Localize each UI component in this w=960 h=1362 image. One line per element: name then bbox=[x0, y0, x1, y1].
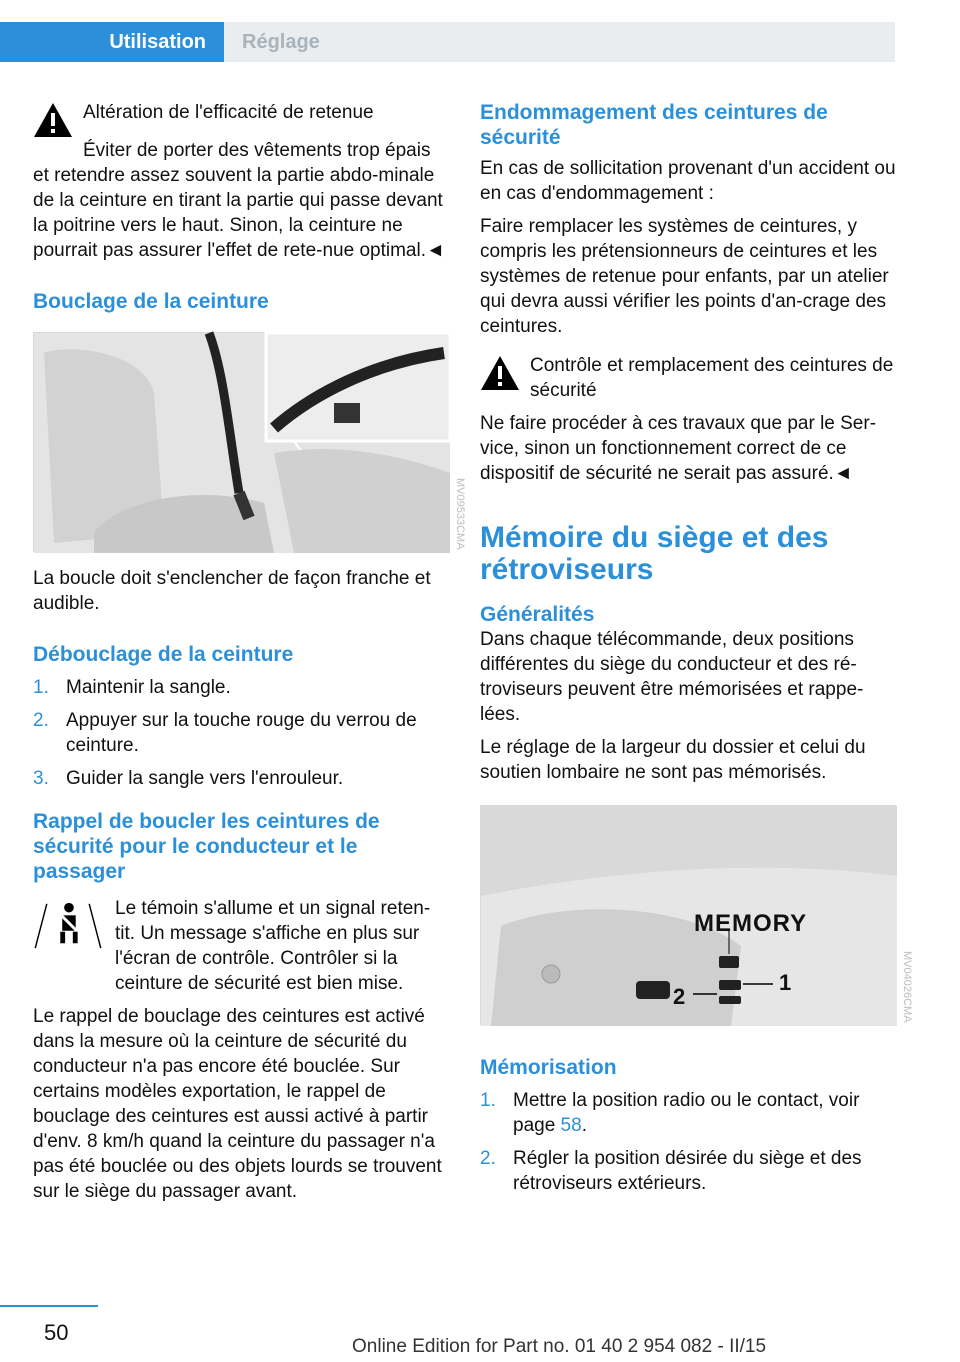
callout-2: 2 bbox=[673, 984, 686, 1009]
memory-button-figure bbox=[480, 805, 913, 1025]
memory-label: MEMORY bbox=[694, 910, 808, 937]
edition-text: Online Edition for Part no. 01 40 2 954 082 - II/15 bbox=[352, 1336, 767, 1357]
seatbelt-buckle-figure bbox=[33, 332, 466, 552]
paragraph-general-1: Dans chaque télécommande, deux positions différentes du siège du conducteur et des ré-troviseurs peuvent être mémorisées et rappe-lées. bbox=[480, 629, 864, 725]
figure-code: MV04026CMA bbox=[901, 951, 913, 1023]
heading-memorisation: Mémorisation bbox=[480, 1056, 617, 1079]
list-item: 3. Guider la sangle vers l'enrouleur. bbox=[33, 768, 344, 789]
list-item: 1. Mettre la position radio ou le contact, voir page 58. bbox=[480, 1090, 860, 1136]
seatbelt-reminder-block bbox=[33, 896, 449, 996]
list-item: 2. Régler la position désirée du siège et des rétroviseurs extérieurs. bbox=[480, 1148, 862, 1194]
heading-generalites: Généralités bbox=[480, 603, 595, 626]
paragraph-buckle-click: La boucle doit s'enclencher de façon franche et audible. bbox=[33, 568, 431, 614]
heading-debouclage: Débouclage de la ceinture bbox=[33, 643, 294, 666]
chapter-tabs bbox=[0, 0, 895, 62]
warning-text: Ne faire procéder à ces travaux que par le Ser-vice, sinon un fonctionnement correct de ce dispositif de sécurité ne serait pas assuré.◄ bbox=[480, 413, 877, 484]
list-item: 1. Maintenir la sangle. bbox=[33, 677, 231, 698]
tab-utilisation[interactable]: Utilisation bbox=[0, 22, 224, 62]
warning-block-inspection bbox=[480, 353, 896, 403]
warning-triangle-icon bbox=[33, 102, 73, 138]
memorization-steps bbox=[480, 1088, 896, 1196]
paragraph-replace: Faire remplacer les systèmes de ceintures, y compris les prétensionneurs de ceintures et les systèmes de retenue pour enfants, par un atelier qui devra aussi vérifier les points d'an-crage des ceintures. bbox=[480, 216, 889, 337]
callout-1: 1 bbox=[779, 970, 792, 995]
right-column bbox=[480, 100, 913, 1204]
tab-reglage[interactable]: Réglage bbox=[224, 22, 895, 62]
seatbelt-warning-icon bbox=[33, 898, 103, 950]
list-item: 2. Appuyer sur la touche rouge du verrou de ceinture. bbox=[33, 710, 417, 756]
seat-memory-illustration bbox=[481, 806, 897, 1026]
warning-triangle-icon bbox=[480, 355, 520, 391]
warning-title: Contrôle et remplacement des ceintures de sécurité bbox=[530, 355, 894, 401]
paragraph-reminder-details: Le rappel de bouclage des ceintures est activé dans la mesure où la ceinture de sécurité du conducteur n'a pas encore été bouclée. Sur certains modèles exportation, le rappel de bouclage des ceintures est aussi activé à partir d'env. 8 km/h quand la ceinture du passager n'a pas été bouclée ou des objets lourds se trouvent sur le siège du passager avant. bbox=[33, 1006, 442, 1202]
paragraph-general-2: Le réglage de la largeur du dossier et celui du soutien lombaire ne sont pas mémorisés. bbox=[480, 737, 866, 783]
heading-bouclage: Bouclage de la ceinture bbox=[33, 290, 269, 313]
heading-endommagement: Endommagement des ceintures de sécurité bbox=[480, 101, 828, 149]
paragraph-indicator: Le témoin s'allume et un signal reten-tit. Un message s'affiche en plus sur l'écran de contrôle. Contrôler si la ceinture de sécurité est bien mise. bbox=[115, 898, 431, 994]
page-number: 50 bbox=[44, 1320, 69, 1345]
paragraph-accident: En cas de sollicitation provenant d'un accident ou en cas d'endommagement : bbox=[480, 158, 896, 204]
left-column bbox=[33, 100, 466, 1212]
unbuckle-steps bbox=[33, 675, 449, 791]
figure-code: MV09533CMA bbox=[454, 478, 466, 550]
seat-belt-illustration bbox=[34, 333, 450, 553]
heading-memoire: Mémoire du siège et des rétroviseurs bbox=[480, 521, 829, 586]
page-link[interactable]: 58 bbox=[560, 1115, 582, 1136]
heading-rappel: Rappel de boucler les ceintures de sécurité pour le conducteur et le passager bbox=[33, 810, 380, 883]
warning-text: Éviter de porter des vêtements trop épais et retendre assez souvent la partie abdo-minale de la ceinture en tirant la partie qui passe devant la poitrine vers le haut. Sinon, la ceinture ne pourrait pas assurer l'effet de rete-nue optimal.◄ bbox=[33, 140, 445, 261]
footer-rule bbox=[0, 1305, 98, 1307]
warning-block-retention bbox=[33, 100, 449, 146]
warning-title: Altération de l'efficacité de retenue bbox=[83, 102, 374, 123]
